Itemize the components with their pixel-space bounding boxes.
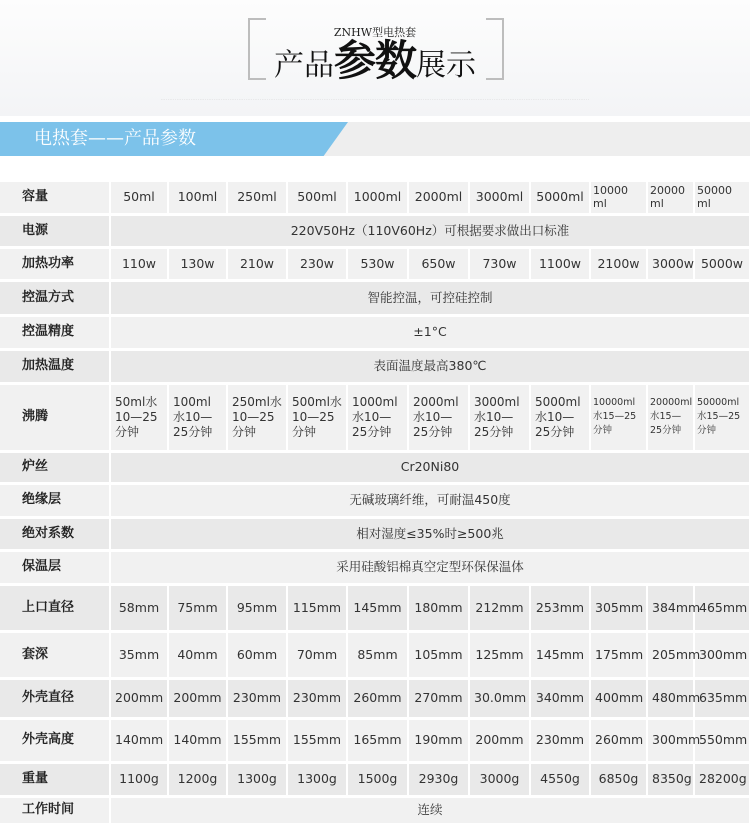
capacity-cell: 10000 ml (590, 182, 647, 214)
row-label: 保温层 (0, 550, 110, 584)
boiling-cell: 250ml水10—25分钟 (227, 383, 287, 451)
weight-cell: 4550g (530, 762, 590, 796)
row-label: 外壳高度 (0, 718, 110, 762)
row-thermal-layer (0, 550, 750, 584)
title-emphasis: 参数 (333, 36, 416, 85)
boiling-cell: 10000ml水15—25分钟 (590, 383, 647, 451)
heating-power-cell: 650w (408, 247, 469, 280)
weight-cell: 1200g (168, 762, 227, 796)
row-power-source (0, 214, 750, 247)
upper-diameter-cell: 465mm (694, 584, 750, 631)
depth-cell: 40mm (168, 631, 227, 678)
upper-diameter-cell: 305mm (590, 584, 647, 631)
depth-cell: 145mm (530, 631, 590, 678)
heating-power-cell: 730w (469, 247, 530, 280)
heating-power-cell: 210w (227, 247, 287, 280)
shell-height-cell: 550mm (694, 718, 750, 762)
depth-cell: 85mm (347, 631, 408, 678)
depth-cell: 105mm (408, 631, 469, 678)
heating-temperature-value: 表面温度最高380℃ (110, 349, 750, 383)
capacity-cell: 100ml (168, 182, 227, 214)
heating-wire-value: Cr20Ni80 (110, 451, 750, 483)
capacity-cell: 20000 ml (647, 182, 694, 214)
shell-diameter-cell: 230mm (227, 678, 287, 718)
row-label: 重量 (0, 762, 110, 796)
capacity-cell: 500ml (287, 182, 347, 214)
row-insulation (0, 483, 750, 517)
capacity-cell: 250ml (227, 182, 287, 214)
row-depth (0, 631, 750, 678)
row-shell-height (0, 718, 750, 762)
shell-height-cell: 200mm (469, 718, 530, 762)
weight-cell: 1300g (227, 762, 287, 796)
shell-height-cell: 165mm (347, 718, 408, 762)
row-heating-wire (0, 451, 750, 483)
row-label: 炉丝 (0, 451, 110, 483)
upper-diameter-cell: 95mm (227, 584, 287, 631)
row-label: 电源 (0, 214, 110, 247)
capacity-cell: 50ml (110, 182, 168, 214)
row-work-time (0, 796, 750, 824)
thermal-layer-value: 采用硅酸铝棉真空定型环保保温体 (110, 550, 750, 584)
row-upper-diameter (0, 584, 750, 631)
boiling-cell: 50000ml水15—25分钟 (694, 383, 750, 451)
shell-diameter-cell: 200mm (110, 678, 168, 718)
upper-diameter-cell: 115mm (287, 584, 347, 631)
boiling-cell: 2000ml水10—25分钟 (408, 383, 469, 451)
absolute-coefficient-value: 相对湿度≤35%时≥500兆 (110, 517, 750, 550)
row-label: 加热温度 (0, 349, 110, 383)
row-label: 控温方式 (0, 280, 110, 315)
weight-cell: 1100g (110, 762, 168, 796)
upper-diameter-cell: 180mm (408, 584, 469, 631)
weight-cell: 1500g (347, 762, 408, 796)
shell-height-cell: 300mm (647, 718, 694, 762)
row-label: 套深 (0, 631, 110, 678)
upper-diameter-cell: 75mm (168, 584, 227, 631)
upper-diameter-cell: 253mm (530, 584, 590, 631)
upper-diameter-cell: 212mm (469, 584, 530, 631)
shell-diameter-cell: 340mm (530, 678, 590, 718)
upper-diameter-cell: 145mm (347, 584, 408, 631)
decorative-tagline: .................................................................................................................................................................................................................................................. (160, 96, 590, 101)
capacity-cell: 3000ml (469, 182, 530, 214)
row-heating-power (0, 247, 750, 280)
boiling-cell: 20000ml水15—25分钟 (647, 383, 694, 451)
shell-height-cell: 155mm (227, 718, 287, 762)
row-label: 容量 (0, 182, 110, 214)
row-heating-temperature (0, 349, 750, 383)
spec-table (0, 182, 751, 826)
boiling-cell: 50ml水10—25分钟 (110, 383, 168, 451)
row-control-accuracy (0, 315, 750, 349)
row-boiling (0, 383, 750, 451)
depth-cell: 60mm (227, 631, 287, 678)
shell-height-cell: 140mm (168, 718, 227, 762)
row-label: 绝对系数 (0, 517, 110, 550)
row-control-mode (0, 280, 750, 315)
heating-power-cell: 3000w (647, 247, 694, 280)
section-title: 电热套——产品参数 (34, 128, 196, 149)
row-shell-diameter (0, 678, 750, 718)
upper-diameter-cell: 58mm (110, 584, 168, 631)
heating-power-cell: 2100w (590, 247, 647, 280)
row-label: 工作时间 (0, 796, 110, 824)
capacity-cell: 2000ml (408, 182, 469, 214)
shell-height-cell: 140mm (110, 718, 168, 762)
section-banner (0, 122, 750, 156)
row-label: 加热功率 (0, 247, 110, 280)
shell-diameter-cell: 635mm (694, 678, 750, 718)
shell-diameter-cell: 270mm (408, 678, 469, 718)
heating-power-cell: 230w (287, 247, 347, 280)
control-accuracy-value: ±1°C (110, 315, 750, 349)
weight-cell: 28200g (694, 762, 750, 796)
weight-cell: 6850g (590, 762, 647, 796)
row-label: 沸腾 (0, 383, 110, 451)
shell-height-cell: 230mm (530, 718, 590, 762)
depth-cell: 205mm (647, 631, 694, 678)
capacity-cell: 50000 ml (694, 182, 750, 214)
row-absolute-coefficient (0, 517, 750, 550)
heating-power-cell: 130w (168, 247, 227, 280)
row-label: 绝缘层 (0, 483, 110, 517)
heating-power-cell: 530w (347, 247, 408, 280)
heating-power-cell: 110w (110, 247, 168, 280)
boiling-cell: 500ml水10—25分钟 (287, 383, 347, 451)
row-weight (0, 762, 750, 796)
row-capacity (0, 182, 750, 214)
weight-cell: 2930g (408, 762, 469, 796)
depth-cell: 70mm (287, 631, 347, 678)
depth-cell: 300mm (694, 631, 750, 678)
heating-power-cell: 5000w (694, 247, 750, 280)
depth-cell: 125mm (469, 631, 530, 678)
depth-cell: 175mm (590, 631, 647, 678)
shell-diameter-cell: 200mm (168, 678, 227, 718)
control-mode-value: 智能控温，可控硅控制 (110, 280, 750, 315)
heating-power-cell: 1100w (530, 247, 590, 280)
boiling-cell: 5000ml水10—25分钟 (530, 383, 590, 451)
shell-diameter-cell: 230mm (287, 678, 347, 718)
capacity-cell: 1000ml (347, 182, 408, 214)
capacity-cell: 5000ml (530, 182, 590, 214)
upper-diameter-cell: 384mm (647, 584, 694, 631)
row-label: 上口直径 (0, 584, 110, 631)
row-label: 外壳直径 (0, 678, 110, 718)
boiling-cell: 3000ml水10—25分钟 (469, 383, 530, 451)
shell-height-cell: 155mm (287, 718, 347, 762)
model-name: ZNHW型电热套 (333, 26, 417, 39)
insulation-value: 无碱玻璃纤维，可耐温450度 (110, 483, 750, 517)
boiling-cell: 1000ml水10—25分钟 (347, 383, 408, 451)
shell-height-cell: 190mm (408, 718, 469, 762)
weight-cell: 1300g (287, 762, 347, 796)
shell-diameter-cell: 400mm (590, 678, 647, 718)
shell-height-cell: 260mm (590, 718, 647, 762)
title-suffix: 展示 (416, 48, 476, 83)
shell-diameter-cell: 480mm (647, 678, 694, 718)
work-time-value: 连续 (110, 796, 750, 824)
title-prefix: 产品 (273, 48, 334, 83)
boiling-cell: 100ml水10—25分钟 (168, 383, 227, 451)
page-title (0, 36, 750, 95)
row-label: 控温精度 (0, 315, 110, 349)
depth-cell: 35mm (110, 631, 168, 678)
shell-diameter-cell: 260mm (347, 678, 408, 718)
power-source-value: 220V50Hz（110V60Hz）可根据要求做出口标准 (110, 214, 750, 247)
shell-diameter-cell: 30.0mm (469, 678, 530, 718)
weight-cell: 3000g (469, 762, 530, 796)
weight-cell: 8350g (647, 762, 694, 796)
